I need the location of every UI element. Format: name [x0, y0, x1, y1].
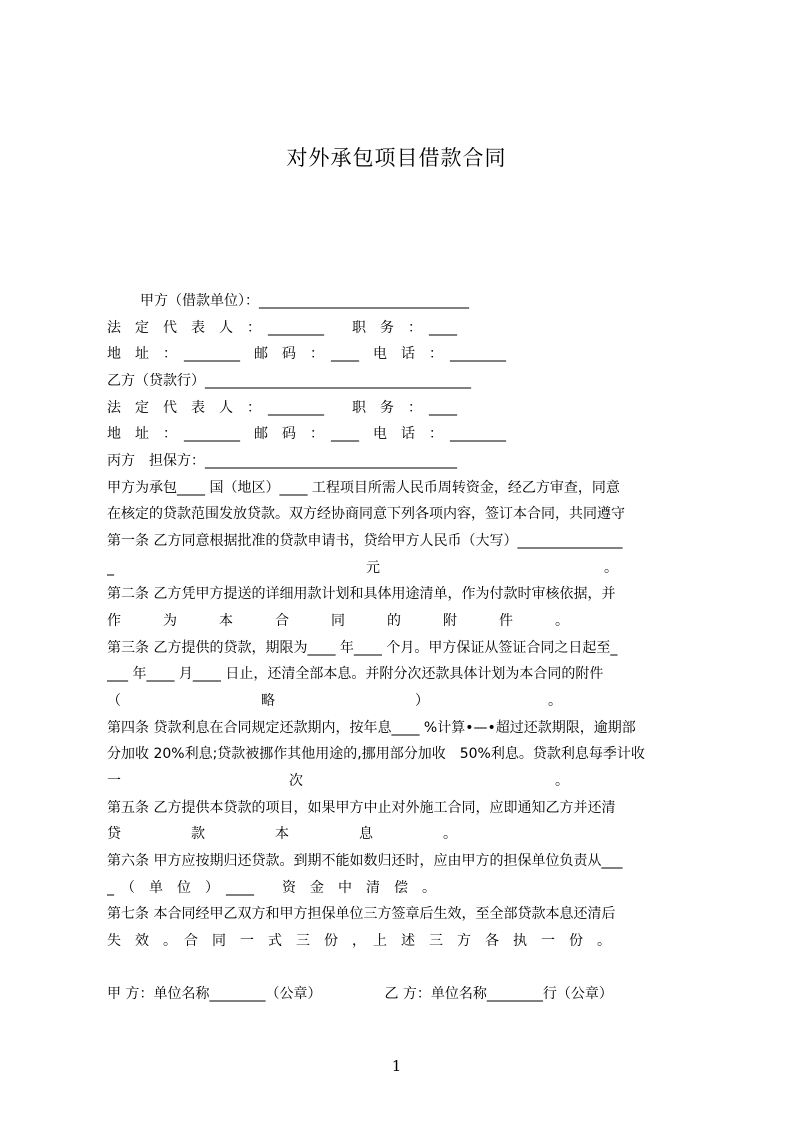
- article-4-line-3: 一 次 。: [107, 773, 569, 789]
- article-4-line-2: 分加收 20%利息;贷款被挪作其他用途的,挪用部分加收 50%利息。贷款利息每季计收: [107, 746, 645, 762]
- page-number: 1: [391, 1057, 402, 1075]
- article-3-line-2: ___ 年____ 月____ 日止，还清全部本息。并附分次还款具体计划为本合同的附件: [107, 666, 604, 682]
- article-6-line-2: _ （ 单 位 ） ____ 资 金 中 清 偿 。: [107, 880, 436, 896]
- preamble-line-1: 甲方为承包____ 国（地区）____ 工程项目所需人民币周转资金，经乙方审查，同意: [107, 480, 620, 496]
- article-3-line-1: 第三条 乙方提供的贷款，期限为____ 年____ 个月。甲方保证从签证合同之日起至_: [107, 640, 618, 656]
- article-2-line-2: 作 为 本 合 同 的 附 件 。: [107, 613, 569, 629]
- article-4-line-1: 第四条 贷款利息在合同规定还款期内，按年息____ %计算•—•超过还款期限，逾期部: [107, 720, 636, 736]
- article-5-line-2: 贷 款 本 息 。: [107, 826, 457, 842]
- party-b-address-line: 地 址 ： ________ 邮 码 ： ____ 电 话 ： ________: [107, 426, 506, 442]
- document-title: 对外承包项目借款合同: [286, 146, 507, 170]
- party-b-line: 乙方（贷款行）______________________________________: [107, 373, 471, 389]
- party-a-address-line: 地 址 ： ________ 邮 码 ： ____ 电 话 ： ________: [107, 346, 506, 362]
- article-6-line-1: 第六条 甲方应按期归还贷款。到期不能如数归还时，应由甲方的担保单位负责从___: [107, 853, 623, 869]
- contract-body: [107, 288, 697, 1028]
- party-a-representative-line: 法 定 代 表 人 ： ________ 职 务 ： ____: [107, 320, 457, 336]
- article-2-line-1: 第二条 乙方凭甲方提送的详细用款计划和具体用途清单，作为付款时审核依据，并: [107, 586, 616, 602]
- article-5-line-1: 第五条 乙方提供本贷款的项目，如果甲方中止对外施工合同，应即通知乙方并还清: [107, 800, 616, 816]
- article-1-line-1: 第一条 乙方同意根据批准的贷款申请书，贷给甲方人民币（大写）_______________: [107, 533, 623, 549]
- signature-line: 甲 方：单位名称________（公章） 乙 方：单位名称________行（公章）: [107, 986, 613, 1002]
- article-7-line-1: 第七条 本合同经甲乙双方和甲方担保单位三方签章后生效，至全部贷款本息还清后: [107, 906, 616, 922]
- party-a-line: 甲方（借款单位）：______________________________: [140, 293, 469, 309]
- preamble-line-2: 在核定的贷款范围发放贷款。双方经协商同意下列各项内容，签订本合同，共同遵守: [107, 506, 625, 522]
- party-c-line: 丙方 担保方：____________________________________: [107, 453, 457, 469]
- article-3-line-3: （ 略 ） 。: [107, 693, 562, 709]
- article-7-line-2: 失 效 。 合 同 一 式 三 份 ， 上 述 三 方 各 执 一 份 。: [107, 933, 611, 949]
- article-1-line-2: _ 元 。: [107, 560, 618, 576]
- party-b-representative-line: 法 定 代 表 人 ： ________ 职 务 ： ____: [107, 400, 457, 416]
